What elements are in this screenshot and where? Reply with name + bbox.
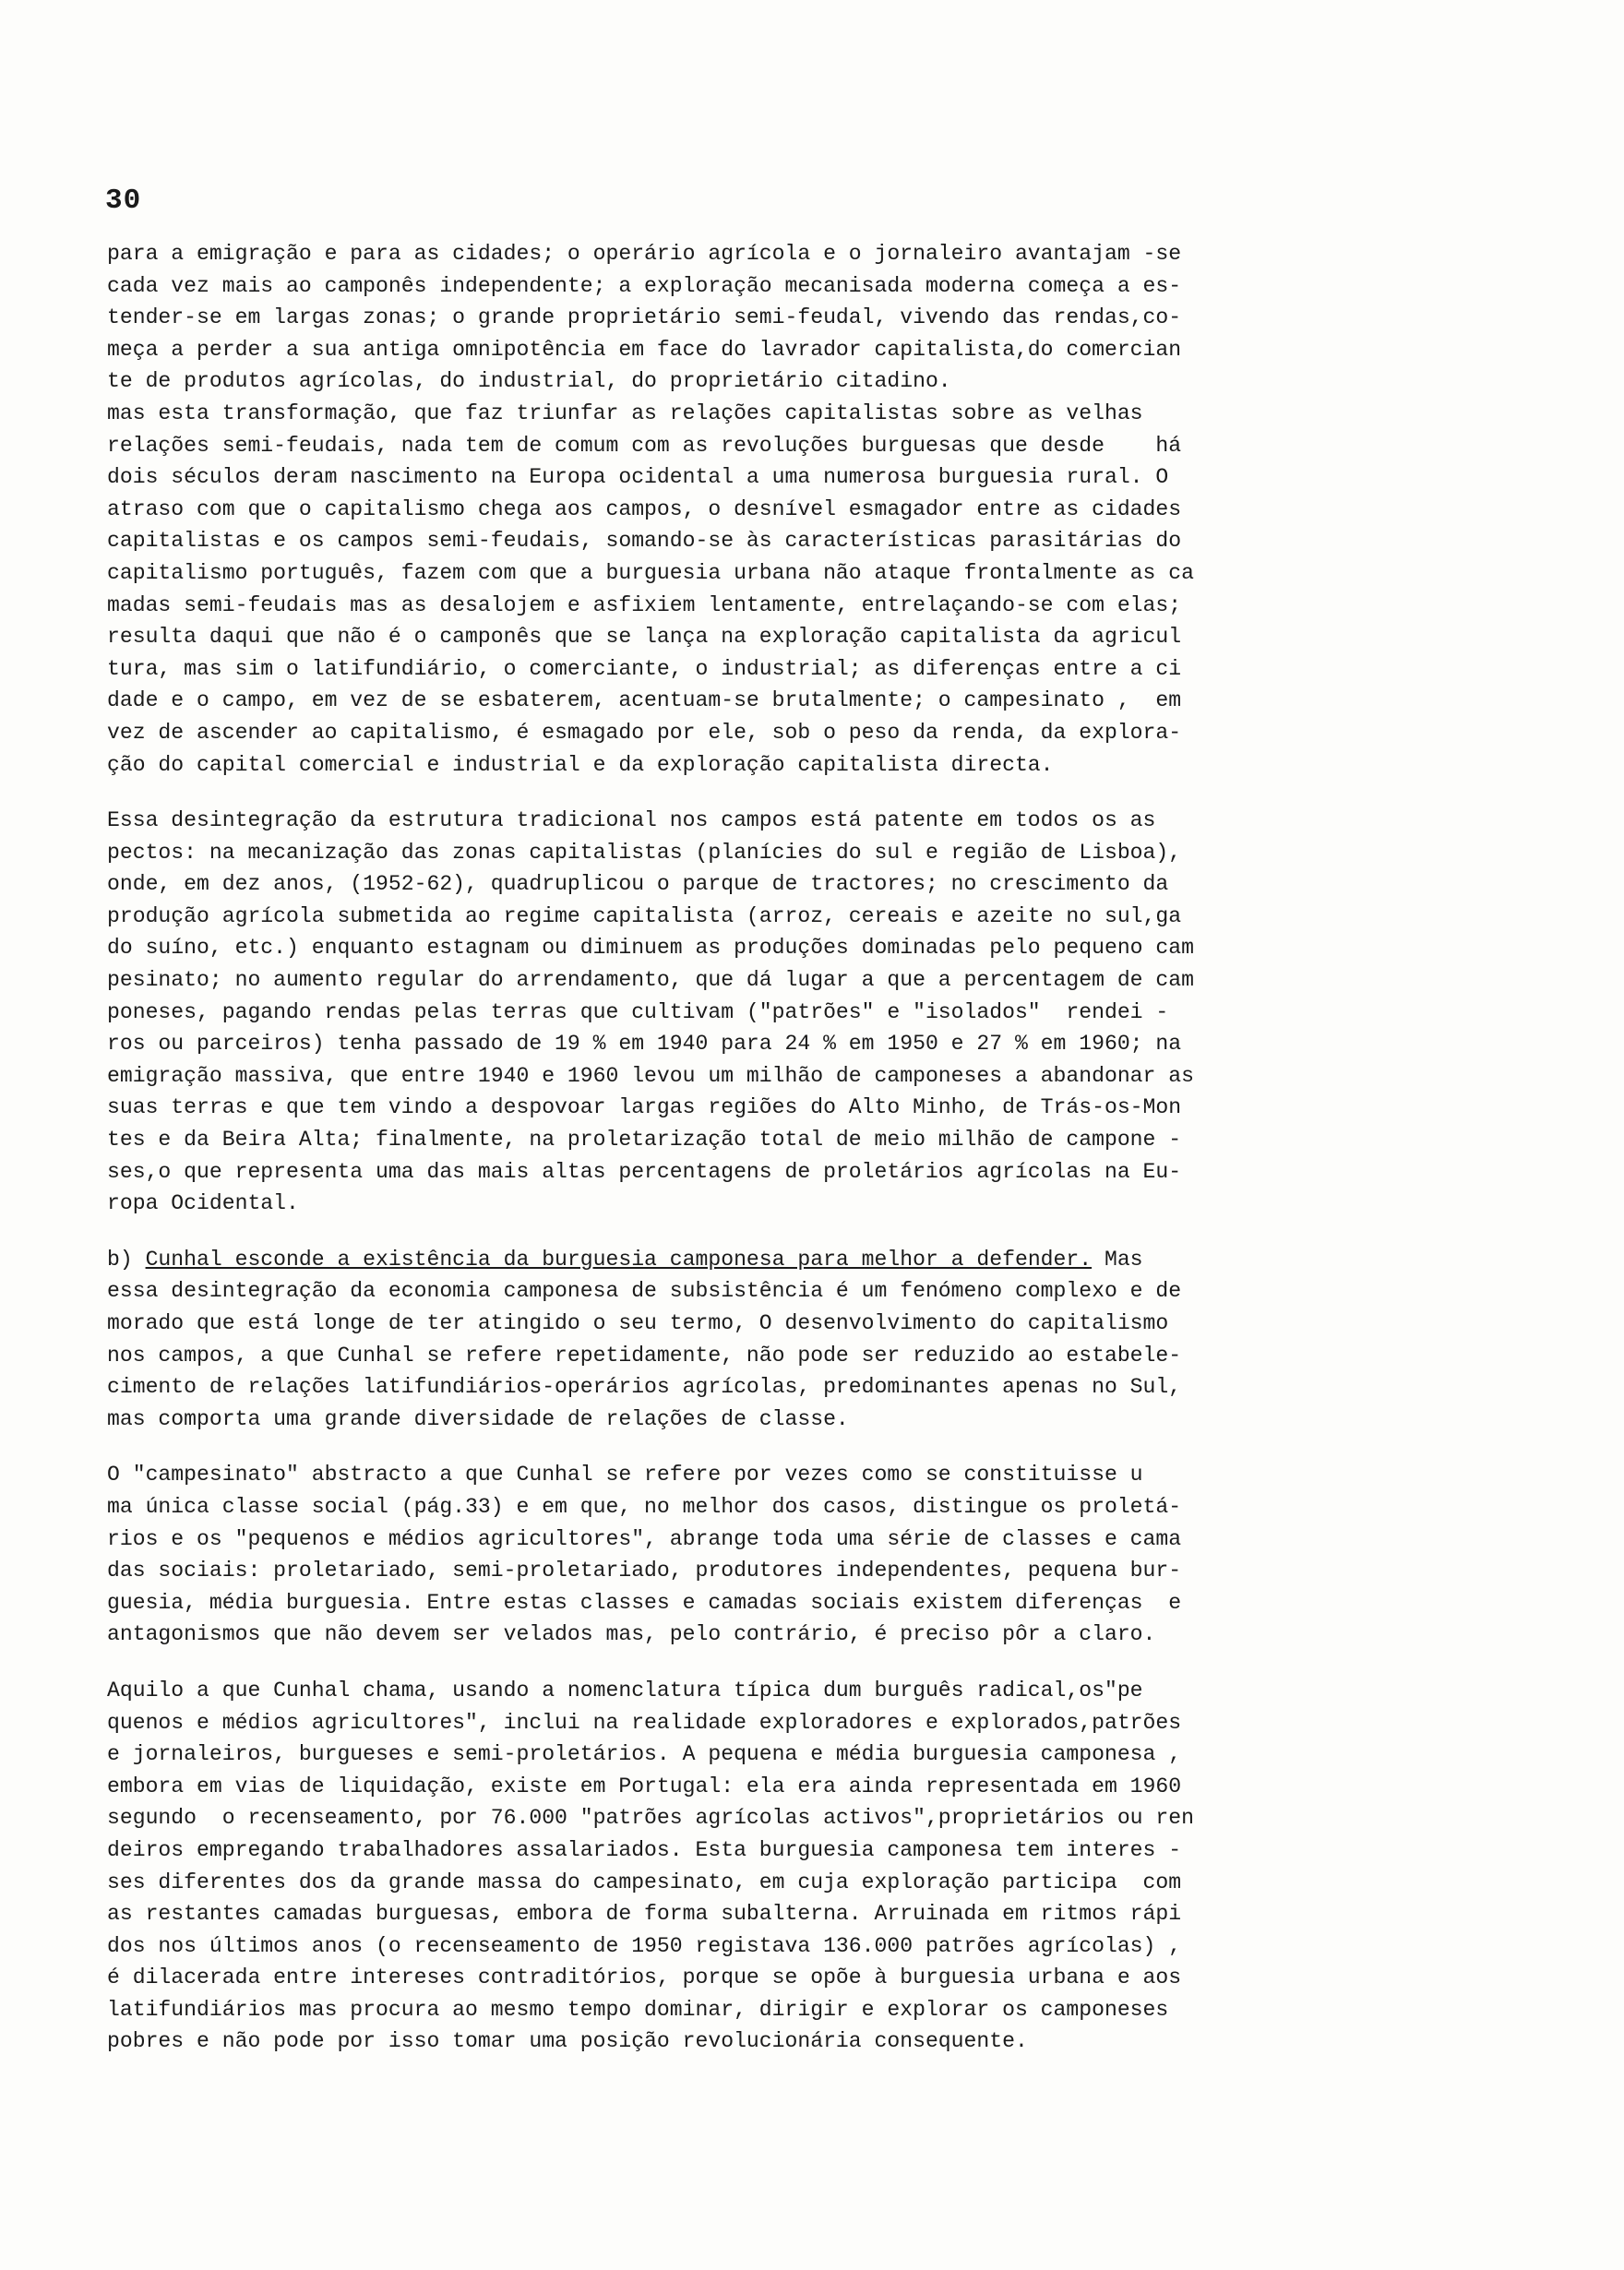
text-line: relações semi-feudais, nada tem de comum com as revoluções burguesas que desde há	[107, 433, 1182, 458]
text-line: dois séculos deram nascimento na Europa ocidental a uma numerosa burguesia rural. O	[107, 465, 1169, 490]
paragraph-spacer	[107, 1651, 1451, 1675]
text-line: ros ou parceiros) tenha passado de 19 % em 1940 para 24 % em 1950 e 27 % em 1960; na	[107, 1032, 1182, 1057]
text-line: dade e o campo, em vez de se esbaterem, acentuam-se brutalmente; o campesinato , em	[107, 688, 1182, 713]
text-line: pobres e não pode por isso tomar uma posição revolucionária consequente.	[107, 2029, 1028, 2054]
text-line: para a emigração e para as cidades; o operário agrícola e o jornaleiro avantajam -se	[107, 242, 1182, 266]
text-line: tura, mas sim o latifundiário, o comerciante, o industrial; as diferenças entre a ci	[107, 656, 1182, 681]
text-line: produção agrícola submetida ao regime capitalista (arroz, cereais e azeite no sul,ga	[107, 903, 1182, 928]
text-line: ropa Ocidental.	[107, 1191, 299, 1216]
paragraph-5	[107, 1459, 1451, 1651]
text-line: segundo o recenseamento, por 76.000 "patrões agrícolas activos",proprietários ou ren	[107, 1806, 1194, 1831]
text-line: tender-se em largas zonas; o grande proprietário semi-feudal, vivendo das rendas,co-	[107, 305, 1182, 330]
text-line: mas esta transformação, que faz triunfar as relações capitalistas sobre as velhas	[107, 400, 1143, 425]
text-line: latifundiários mas procura ao mesmo tempo dominar, dirigir e explorar os camponeses	[107, 1997, 1169, 2022]
text-line: emigração massiva, que entre 1940 e 1960 levou um milhão de camponeses a abandonar as	[107, 1063, 1194, 1088]
text-line: nos campos, a que Cunhal se refere repetidamente, não pode ser reduzido ao estabele-	[107, 1343, 1182, 1368]
paragraph-spacer	[107, 781, 1451, 805]
paragraph-spacer	[107, 1220, 1451, 1244]
text-line: ma única classe social (pág.33) e em que, no melhor dos casos, distingue os proletá-	[107, 1494, 1182, 1519]
paragraph-4	[107, 1244, 1451, 1436]
text-line: embora em vias de liquidação, existe em Portugal: ela era ainda representada em 1960	[107, 1774, 1182, 1798]
text-line: capitalismo português, fazem com que a burguesia urbana não ataque frontalmente as ca	[107, 560, 1194, 585]
text-line: morado que está longe de ter atingido o seu termo, O desenvolvimento do capitalismo	[107, 1311, 1169, 1335]
text-line: mas comporta uma grande diversidade de relações de classe.	[107, 1406, 849, 1431]
text-line: te de produtos agrícolas, do industrial, do proprietário citadino.	[107, 369, 951, 394]
paragraph-spacer	[107, 1435, 1451, 1459]
section-lead: b)	[107, 1247, 146, 1272]
paragraph-2	[107, 398, 1451, 781]
text-line: suas terras e que tem vindo a despovoar largas regiões do Alto Minho, de Trás-os-Mon	[107, 1095, 1182, 1120]
text-line: O "campesinato" abstracto a que Cunhal se refere por vezes como se constituisse u	[107, 1463, 1143, 1487]
text-line: ses diferentes dos da grande massa do campesinato, em cuja exploração participa com	[107, 1870, 1182, 1894]
text-line: resulta daqui que não é o camponês que se lança na exploração capitalista da agricul	[107, 625, 1182, 650]
text-line: atraso com que o capitalismo chega aos campos, o desnível esmagador entre as cidades	[107, 496, 1182, 521]
text-line: madas semi-feudais mas as desalojem e asfixiem lentamente, entrelaçando-se com elas;	[107, 592, 1182, 617]
text-line: dos nos últimos anos (o recenseamento de 1950 registava 136.000 patrões agrícolas) ,	[107, 1933, 1182, 1958]
text-line: ção do capital comercial e industrial e da exploração capitalista directa.	[107, 752, 1054, 777]
text-line: as restantes camadas burguesas, embora de forma subalterna. Arruinada em ritmos rápi	[107, 1902, 1182, 1927]
text-line: antagonismos que não devem ser velados mas, pelo contrário, é preciso pôr a claro.	[107, 1622, 1156, 1647]
text-line: deiros empregando trabalhadores assalariados. Esta burguesia camponesa tem interes -	[107, 1837, 1182, 1862]
text-line: rios e os "pequenos e médios agricultores", abrange toda uma série de classes e cama	[107, 1526, 1182, 1551]
paragraph-1	[107, 238, 1451, 398]
body-text	[107, 238, 1451, 2058]
paragraph-3	[107, 805, 1451, 1220]
section-heading-line	[107, 1244, 1451, 1276]
text-line: é dilacerada entre intereses contraditórios, porque se opõe à burguesia urbana e aos	[107, 1965, 1182, 1990]
text-line: vez de ascender ao capitalismo, é esmagado por ele, sob o peso da renda, da explora-	[107, 720, 1182, 745]
text-line: das sociais: proletariado, semi-proletariado, produtores independentes, pequena bur-	[107, 1559, 1182, 1583]
text-line: quenos e médios agricultores", inclui na realidade exploradores e explorados,patrões	[107, 1710, 1182, 1735]
section-heading: Cunhal esconde a existência da burguesia camponesa para melhor a defender.	[145, 1247, 1093, 1272]
text-line: cimento de relações latifundiários-operários agrícolas, predominantes apenas no Sul,	[107, 1375, 1182, 1400]
text-line: guesia, média burguesia. Entre estas classes e camadas sociais existem diferenças e	[107, 1590, 1182, 1615]
paragraph-6	[107, 1675, 1451, 2058]
text-line: essa desintegração da economia camponesa de subsistência é um fenómeno complexo e de	[107, 1279, 1182, 1304]
text-line: Essa desintegração da estrutura tradicional nos campos está patente em todos os as	[107, 808, 1156, 833]
text-line: meça a perder a sua antiga omnipotência em face do lavrador capitalista,do comercian	[107, 337, 1182, 362]
text-line: tes e da Beira Alta; finalmente, na proletarização total de meio milhão de campone -	[107, 1128, 1182, 1153]
text-line: pectos: na mecanização das zonas capitalistas (planícies do sul e região de Lisboa),	[107, 840, 1182, 865]
text-line: ses,o que representa uma das mais altas percentagens de proletários agrícolas na Eu-	[107, 1159, 1182, 1184]
page-number: 30	[105, 185, 142, 217]
text-line: do suíno, etc.) enquanto estagnam ou diminuem as produções dominadas pelo pequeno cam	[107, 936, 1194, 961]
text-line: cada vez mais ao camponês independente; a exploração mecanisada moderna começa a es-	[107, 273, 1182, 298]
text-line: e jornaleiros, burgueses e semi-proletários. A pequena e média burguesia camponesa ,	[107, 1742, 1182, 1767]
text-line: onde, em dez anos, (1952-62), quadruplicou o parque de tractores; no crescimento da	[107, 872, 1169, 897]
section-heading-tail: Mas	[1092, 1247, 1143, 1272]
text-line: pesinato; no aumento regular do arrendamento, que dá lugar a que a percentagem de cam	[107, 968, 1194, 993]
text-line: capitalistas e os campos semi-feudais, somando-se às características parasitárias do	[107, 529, 1182, 554]
text-line: Aquilo a que Cunhal chama, usando a nomenclatura típica dum burguês radical,os"pe	[107, 1678, 1143, 1702]
text-line: poneses, pagando rendas pelas terras que cultivam ("patrões" e "isolados" rendei -	[107, 999, 1169, 1024]
